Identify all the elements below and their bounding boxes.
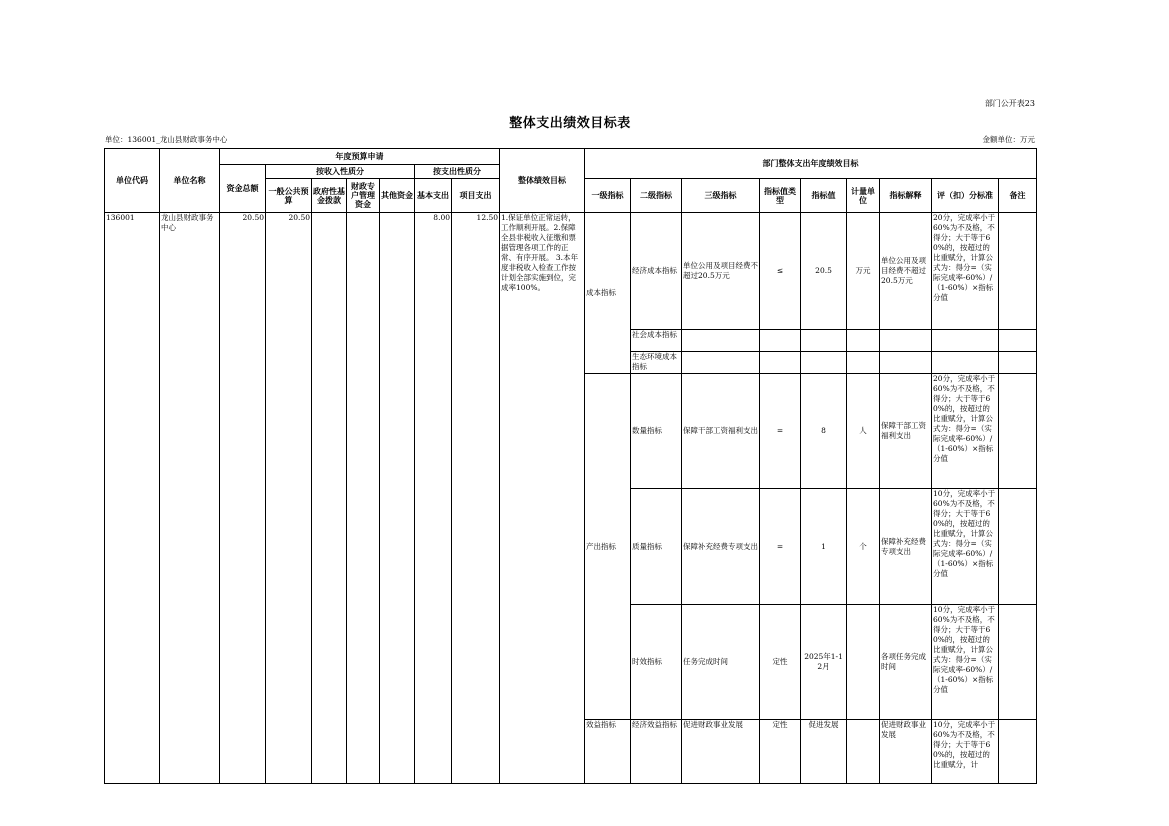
explain-cell: 促进财政事业发展 xyxy=(880,720,932,784)
remark-cell xyxy=(999,352,1037,374)
col-value: 指标值 xyxy=(801,179,847,213)
scoring-cell xyxy=(932,352,999,374)
col-annual-budget: 年度预算申请 xyxy=(220,149,500,165)
level2-cell: 社会成本指标 xyxy=(631,330,682,352)
value-cell: 1 xyxy=(801,489,847,605)
total-cell: 20.50 xyxy=(220,213,266,784)
level2-cell: 时效指标 xyxy=(631,605,682,720)
level3-cell: 单位公用及项目经费不超过20.5万元 xyxy=(682,213,760,330)
col-level3: 三级指标 xyxy=(682,179,760,213)
col-basic-exp: 基本支出 xyxy=(415,179,452,213)
scoring-cell xyxy=(932,330,999,352)
table-number-label: 部门公开表23 xyxy=(984,99,1035,108)
level1-benefit: 效益指标 xyxy=(585,720,631,784)
col-gov-fund: 政府性基金拨款 xyxy=(312,179,347,213)
general-public-cell: 20.50 xyxy=(266,213,312,784)
col-project-exp: 项目支出 xyxy=(452,179,500,213)
value-type-cell: = xyxy=(760,489,801,605)
value-type-cell xyxy=(760,352,801,374)
col-remark: 备注 xyxy=(999,179,1037,213)
explain-cell: 单位公用及项目经费不超过20.5万元 xyxy=(880,213,932,330)
other-cell xyxy=(380,213,415,784)
col-explain: 指标解释 xyxy=(880,179,932,213)
value-cell: 2025年1-12月 xyxy=(801,605,847,720)
money-unit-label: 金额单位：万元 xyxy=(982,135,1035,144)
explain-cell xyxy=(880,330,932,352)
unit-name-cell: 龙山县财政事务中心 xyxy=(160,213,220,784)
scoring-cell: 20分，完成率小于60%为不及格，不得分；大于等于60%的，按超过的比重赋分，计算公式为：得分=（实际完成率-60%）/（1-60%）×指标分值 xyxy=(932,213,999,330)
remark-cell xyxy=(999,330,1037,352)
level3-cell: 保障干部工资福利支出 xyxy=(682,374,760,489)
measure-unit-cell: 万元 xyxy=(847,213,880,330)
col-general-public: 一般公共预算 xyxy=(266,179,312,213)
performance-target-table xyxy=(104,148,1037,784)
value-cell: 促进发展 xyxy=(801,720,847,784)
level3-cell xyxy=(682,352,760,374)
col-measure-unit: 计量单位 xyxy=(847,179,880,213)
col-scoring: 评（扣）分标准 xyxy=(932,179,999,213)
measure-unit-cell xyxy=(847,330,880,352)
level3-cell: 保障补充经费专项支出 xyxy=(682,489,760,605)
level2-cell: 经济效益指标 xyxy=(631,720,682,784)
project-exp-cell: 12.50 xyxy=(452,213,500,784)
basic-exp-cell: 8.00 xyxy=(415,213,452,784)
value-type-cell: ≤ xyxy=(760,213,801,330)
gov-fund-cell xyxy=(312,213,347,784)
level2-cell: 生态环境成本指标 xyxy=(631,352,682,374)
explain-cell: 保障干部工资福利支出 xyxy=(880,374,932,489)
remark-cell xyxy=(999,720,1037,784)
value-cell xyxy=(801,330,847,352)
col-dept-goal: 部门整体支出年度绩效目标 xyxy=(585,149,1037,179)
col-other: 其他资金 xyxy=(380,179,415,213)
unit-org-label: 单位：136001_龙山县财政事务中心 xyxy=(105,135,228,144)
col-unit-code: 单位代码 xyxy=(105,149,160,213)
page-title: 整体支出绩效目标表 xyxy=(509,116,631,131)
table-row xyxy=(105,213,1037,330)
remark-cell xyxy=(999,374,1037,489)
col-value-type: 指标值类型 xyxy=(760,179,801,213)
measure-unit-cell xyxy=(847,352,880,374)
unit-code-cell: 136001 xyxy=(105,213,160,784)
col-by-income: 按收入性质分 xyxy=(266,165,415,179)
overall-goal-cell: 1.保证单位正常运转，工作顺利开展。2.保障全县非税收入征缴和票据管理各项工作的正常、有序开展。 3.本年度非税收入检查工作按计划全部实施到位，完成率100%。 xyxy=(500,213,585,784)
value-type-cell: 定性 xyxy=(760,605,801,720)
scoring-cell: 10分，完成率小于60%为不及格，不得分；大于等于60%的，按超过的比重赋分，计算公式为：得分=（实际完成率-60%）/（1-60%）×指标分值 xyxy=(932,489,999,605)
col-total: 资金总额 xyxy=(220,165,266,213)
level3-cell xyxy=(682,330,760,352)
value-type-cell xyxy=(760,330,801,352)
col-by-expense: 按支出性质分 xyxy=(415,165,500,179)
col-level1: 一级指标 xyxy=(585,179,631,213)
remark-cell xyxy=(999,605,1037,720)
level2-cell: 数量指标 xyxy=(631,374,682,489)
explain-cell: 各项任务完成时间 xyxy=(880,605,932,720)
remark-cell xyxy=(999,489,1037,605)
level1-output: 产出指标 xyxy=(585,374,631,720)
measure-unit-cell xyxy=(847,720,880,784)
fiscal-special-cell xyxy=(347,213,380,784)
level3-cell: 任务完成时间 xyxy=(682,605,760,720)
scoring-cell: 10分，完成率小于60%为不及格，不得分；大于等于60%的，按超过的比重赋分，计 xyxy=(932,720,999,784)
measure-unit-cell xyxy=(847,605,880,720)
scoring-cell: 10分，完成率小于60%为不及格，不得分；大于等于60%的，按超过的比重赋分，计算公式为：得分=（实际完成率-60%）/（1-60%）×指标分值 xyxy=(932,605,999,720)
explain-cell xyxy=(880,352,932,374)
level1-cost: 成本指标 xyxy=(585,213,631,374)
col-overall-goal: 整体绩效目标 xyxy=(500,149,585,213)
measure-unit-cell: 人 xyxy=(847,374,880,489)
level3-cell: 促进财政事业发展 xyxy=(682,720,760,784)
value-cell xyxy=(801,352,847,374)
col-fiscal-special: 财政专户管理资金 xyxy=(347,179,380,213)
value-type-cell: = xyxy=(760,374,801,489)
col-level2: 二级指标 xyxy=(631,179,682,213)
explain-cell: 保障补充经费专项支出 xyxy=(880,489,932,605)
value-cell: 8 xyxy=(801,374,847,489)
value-cell: 20.5 xyxy=(801,213,847,330)
measure-unit-cell: 个 xyxy=(847,489,880,605)
value-type-cell: 定性 xyxy=(760,720,801,784)
remark-cell xyxy=(999,213,1037,330)
level2-cell: 经济成本指标 xyxy=(631,213,682,330)
level2-cell: 质量指标 xyxy=(631,489,682,605)
scoring-cell: 20分，完成率小于60%为不及格，不得分；大于等于60%的，按超过的比重赋分，计算公式为：得分=（实际完成率-60%）/（1-60%）×指标分值 xyxy=(932,374,999,489)
col-unit-name: 单位名称 xyxy=(160,149,220,213)
